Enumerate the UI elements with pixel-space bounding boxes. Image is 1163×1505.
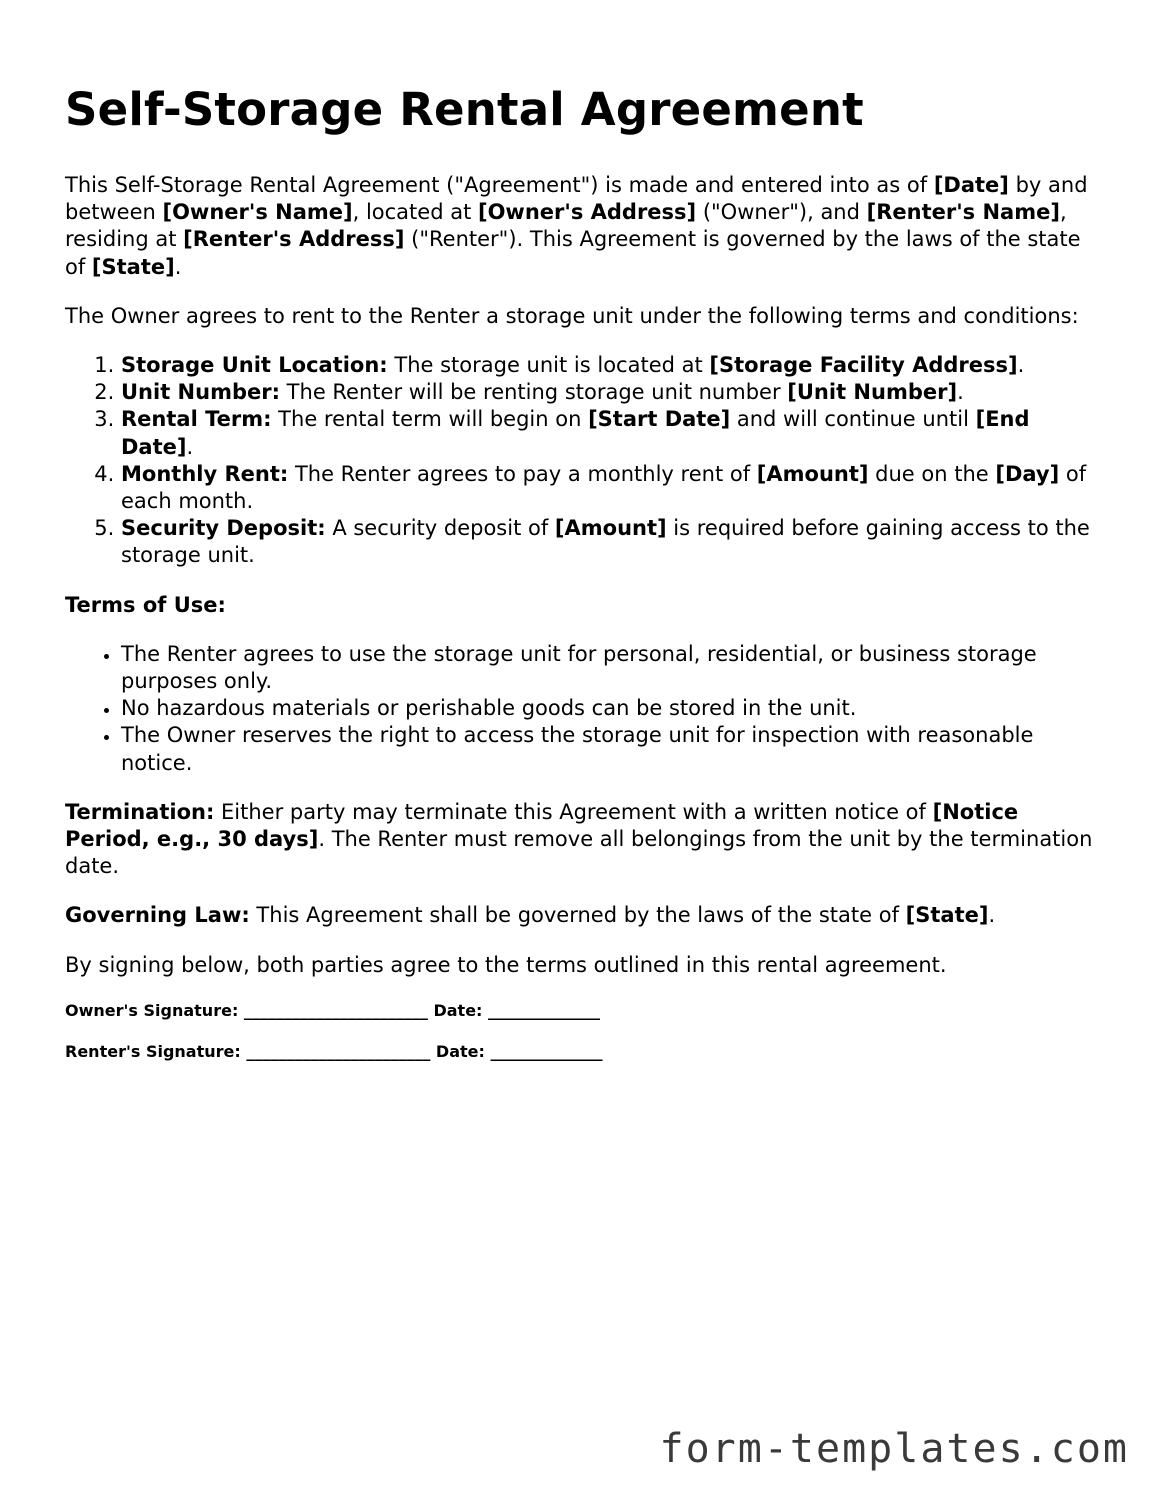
state-field: [State] bbox=[905, 903, 989, 928]
governing-law-paragraph bbox=[65, 902, 1105, 929]
term-field: [Start Date] bbox=[588, 407, 731, 432]
term-field: [Amount] bbox=[756, 461, 869, 486]
term-field: [Unit Number] bbox=[787, 380, 958, 405]
closing-paragraph: By signing below, both parties agree to the terms outlined in this rental agreement. bbox=[65, 952, 947, 977]
section-label: Governing Law: bbox=[65, 903, 250, 928]
owner-address-field: [Owner's Address] bbox=[477, 200, 697, 225]
intro-text: ("Owner"), and bbox=[696, 200, 867, 225]
section-heading: Terms of Use: bbox=[65, 592, 226, 617]
intro-text: . bbox=[174, 254, 182, 279]
term-text: . bbox=[1017, 353, 1025, 378]
intro-text: ("Renter"). This Agreement is governed by the laws of the state of bbox=[65, 227, 1081, 279]
term-field: [End Date] bbox=[121, 407, 1030, 459]
state-field: [State] bbox=[91, 254, 175, 279]
termination-text: . The Renter must remove all belongings from the unit by the termination date. bbox=[65, 827, 1093, 879]
term-text: The rental term will begin on bbox=[271, 407, 589, 432]
document-page bbox=[65, 78, 1105, 1083]
term-text: of each month. bbox=[121, 461, 1087, 514]
term-label: Rental Term: bbox=[121, 407, 272, 432]
termination-paragraph bbox=[65, 799, 1105, 881]
term-text: . bbox=[957, 380, 964, 405]
term-text: is required before gaining access to the storage unit. bbox=[121, 516, 1090, 568]
terms-of-use-list bbox=[65, 641, 1105, 777]
owner-name-field: [Owner's Name] bbox=[162, 200, 353, 225]
renter-address-field: [Renter's Address] bbox=[183, 227, 405, 252]
section-label: Termination: bbox=[65, 799, 215, 824]
intro-text: , located at bbox=[352, 200, 478, 225]
renter-signature-line: Renter's Signature: _______________________ Date: ______________ bbox=[65, 1041, 603, 1061]
term-text: The storage unit is located at bbox=[387, 353, 710, 378]
term-text: and will continue until bbox=[730, 407, 976, 432]
term-monthly-rent bbox=[121, 461, 1105, 515]
term-text: due on the bbox=[868, 461, 996, 486]
document-title: Self-Storage Rental Agreement bbox=[65, 83, 864, 136]
renter-name-field: [Renter's Name] bbox=[866, 200, 1060, 225]
term-label: Unit Number: bbox=[121, 380, 280, 405]
owner-signature-line: Owner's Signature: _______________________ Date: ______________ bbox=[65, 1000, 601, 1020]
term-text: . bbox=[186, 434, 194, 459]
intro-text: , residing at bbox=[65, 200, 1067, 252]
notice-period-field: [Notice Period, e.g., 30 days] bbox=[65, 799, 1019, 852]
term-storage-location bbox=[121, 352, 1105, 379]
term-text: A security deposit of bbox=[325, 516, 555, 541]
intro-text: by and between bbox=[65, 173, 1088, 225]
governing-law-text: . bbox=[988, 903, 996, 928]
term-label: Monthly Rent: bbox=[121, 461, 289, 486]
term-unit-number bbox=[121, 379, 1105, 406]
term-field: [Storage Facility Address] bbox=[709, 353, 1018, 378]
terms-list bbox=[65, 352, 1105, 570]
term-security-deposit bbox=[121, 515, 1105, 569]
intro-paragraph bbox=[65, 172, 1105, 281]
intro-text: This Self-Storage Rental Agreement ("Agreement") is made and entered into as of bbox=[65, 173, 934, 197]
term-field: [Amount] bbox=[554, 516, 667, 541]
list-item: • No hazardous materials or perishable goods can be stored in the unit. bbox=[121, 695, 1105, 722]
list-item: • The Renter agrees to use the storage unit for personal, residential, or business storage purposes only. bbox=[121, 641, 1105, 695]
term-label: Storage Unit Location: bbox=[121, 353, 388, 378]
governing-law-text: This Agreement shall be governed by the laws of the state of bbox=[249, 903, 906, 928]
list-item: • The Owner reserves the right to access the storage unit for inspection with reasonable notice. bbox=[121, 722, 1105, 776]
term-text: The Renter agrees to pay a monthly rent of bbox=[288, 461, 757, 486]
watermark: form-templates.com bbox=[659, 1426, 1129, 1472]
termination-text: Either party may terminate this Agreement with a written notice of bbox=[214, 799, 933, 824]
term-label: Security Deposit: bbox=[121, 516, 326, 541]
terms-of-use-heading bbox=[65, 592, 1105, 619]
date-field: [Date] bbox=[933, 173, 1009, 197]
term-rental-term bbox=[121, 406, 1105, 460]
lead-in-paragraph: The Owner agrees to rent to the Renter a storage unit under the following terms and conditions: bbox=[65, 303, 1079, 328]
term-text: The Renter will be renting storage unit number bbox=[280, 380, 788, 405]
term-field: [Day] bbox=[995, 461, 1060, 486]
